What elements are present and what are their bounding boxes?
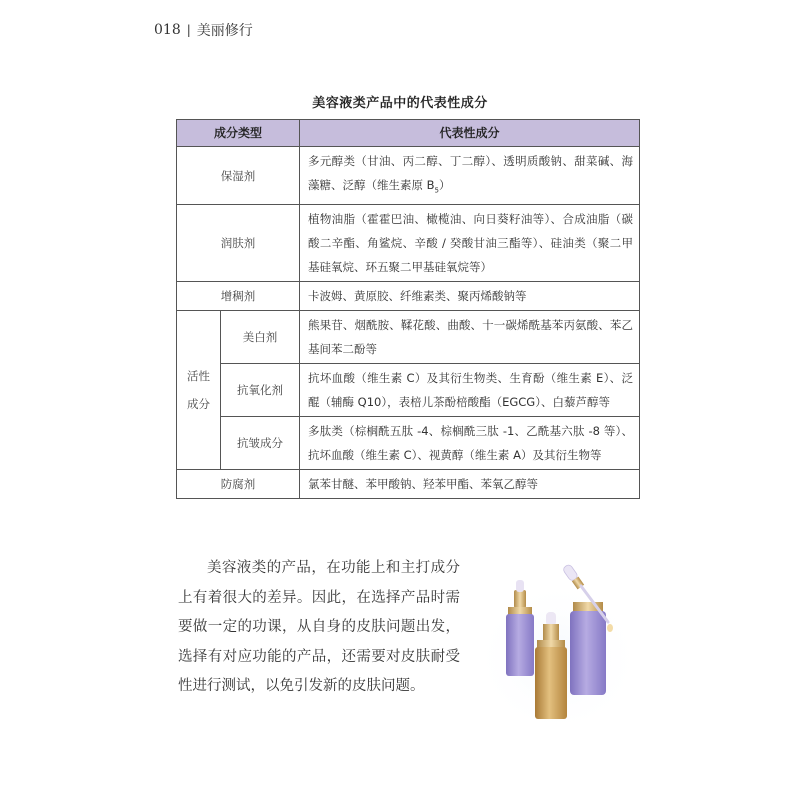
group-label-line: 成分	[187, 397, 210, 412]
table-row	[177, 417, 640, 470]
row-category: 增稠剂	[177, 282, 300, 311]
row-content: 卡波姆、黄原胶、纤维素类、聚丙烯酸钠等	[300, 282, 640, 311]
table-row	[177, 364, 640, 417]
table-row	[177, 205, 640, 282]
running-header	[154, 20, 253, 40]
table-row	[177, 311, 640, 364]
table-row	[177, 282, 640, 311]
table-title: 美容液类产品中的代表性成分	[312, 96, 488, 111]
group-label-line: 活性	[187, 369, 210, 384]
body-paragraph: 美容液类的产品，在功能上和主打成分上有着很大的差异。因此，在选择产品时需要做一定的功课，从自身的皮肤问题出发，选择有对应功能的产品，还需要对皮肤耐受性进行测试，以免引发新的皮肤问题。	[178, 560, 460, 694]
row-content: 熊果苷、烟酰胺、鞣花酸、曲酸、十一碳烯酰基苯丙氨酸、苯乙基间苯二酚等	[300, 311, 640, 364]
row-category: 润肤剂	[177, 205, 300, 282]
page-number: 018	[154, 22, 181, 38]
serum-bottles-illustration	[470, 560, 645, 730]
row-content-tail: ）	[439, 178, 451, 192]
row-category: 防腐剂	[177, 470, 300, 499]
ingredients-table	[176, 119, 640, 499]
row-content: 抗坏血酸（维生素 C）及其衍生物类、生育酚（维生素 E）、泛醌（辅酶 Q10），表棓儿茶酚棓酸酯（EGCG）、白藜芦醇等	[300, 364, 640, 417]
row-subcategory: 抗氧化剂	[221, 364, 300, 417]
row-subcategory: 抗皱成分	[221, 417, 300, 470]
group-category-active	[177, 311, 221, 470]
column-header-type: 成分类型	[177, 120, 300, 147]
subscript-text: 5	[434, 186, 440, 195]
row-content: 植物油脂（霍霍巴油、橄榄油、向日葵籽油等）、合成油脂（碳酸二辛酯、角鲨烷、辛酸 / 癸酸甘油三酯等）、硅油类（聚二甲基硅氧烷、环五聚二甲基硅氧烷等）	[300, 205, 640, 282]
row-category: 保湿剂	[177, 147, 300, 205]
book-title: 美丽修行	[196, 23, 253, 39]
row-subcategory: 美白剂	[221, 311, 300, 364]
row-content: 氯苯甘醚、苯甲酸钠、羟苯甲酯、苯氧乙醇等	[300, 470, 640, 499]
table-row	[177, 470, 640, 499]
header-separator: |	[186, 23, 191, 37]
purple-bottle-right	[570, 602, 606, 695]
table-header-row	[177, 120, 640, 147]
table-row	[177, 147, 640, 205]
row-content-text: 多元醇类（甘油、丙二醇、丁二醇）、透明质酸钠、甜菜碱、海藻糖、泛醇（维生素原 B	[308, 154, 633, 192]
column-header-ingredients: 代表性成分	[300, 120, 640, 147]
row-content: 多肽类（棕榈酰五肽 -4、棕榈酰三肽 -1、乙酰基六肽 -8 等）、抗坏血酸（维生素 C）、视黄醇（维生素 A）及其衍生物等	[300, 417, 640, 470]
row-content	[300, 147, 640, 205]
